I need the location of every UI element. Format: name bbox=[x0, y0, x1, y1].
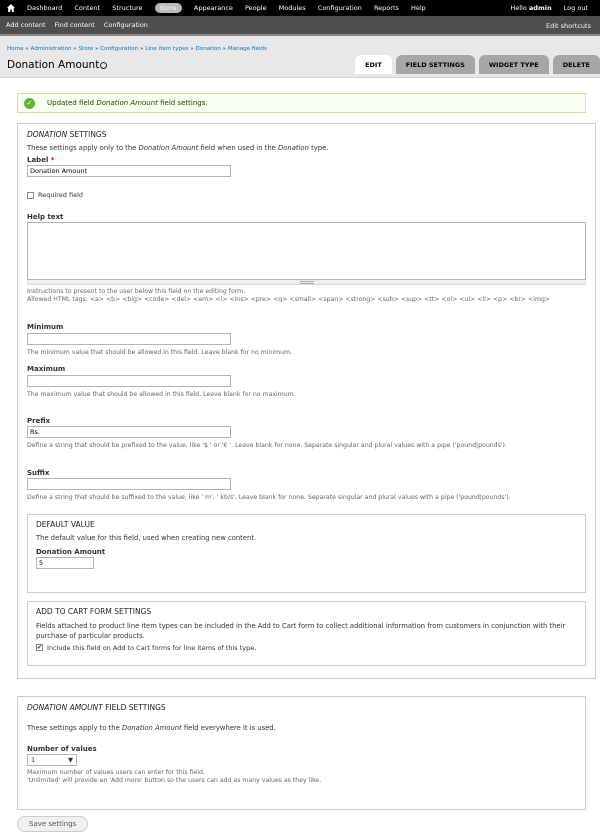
help-text-description: Instructions to present to the user below this field on the editing form. Allowed HTML tags: <a> <b> <big> <code> <del> <em> <i> <ins> <pre> <q> <small> <span> <strong> <sub> <sup> <tt> <ol> <ul> <li> <p> <br> <img> bbox=[27, 288, 551, 304]
shortcut-add-content[interactable]: Add content bbox=[6, 21, 46, 29]
toolbar-item-content[interactable]: Content bbox=[74, 4, 101, 12]
minimum-input[interactable] bbox=[27, 333, 231, 345]
breadcrumb-home[interactable]: Home bbox=[7, 46, 24, 52]
donation-settings-fieldset bbox=[17, 123, 596, 679]
add-to-cart-description: Fields attached to product line item types can be included in the Add to Cart form to collect additional information from customers in conjunction with their purchase of particular products. bbox=[36, 622, 566, 641]
shortcut-configuration[interactable]: Configuration bbox=[103, 21, 148, 29]
hello-text: Hello bbox=[510, 4, 527, 12]
default-value-description: The default value for this field, used when creating new content. bbox=[36, 534, 257, 543]
shortcuts-bar bbox=[0, 16, 600, 36]
user-link[interactable]: admin bbox=[528, 4, 552, 12]
toolbar-item-people[interactable]: People bbox=[244, 4, 267, 12]
gear-icon[interactable] bbox=[100, 62, 107, 69]
toolbar-item-help[interactable]: Help bbox=[410, 4, 426, 12]
number-of-values-label: Number of values bbox=[27, 745, 97, 753]
default-donation-amount-input[interactable] bbox=[36, 557, 94, 569]
primary-tabs bbox=[351, 55, 600, 74]
tab-edit[interactable]: EDIT bbox=[355, 55, 392, 74]
default-value-fieldset bbox=[27, 514, 586, 593]
home-icon[interactable] bbox=[4, 4, 18, 12]
tab-delete[interactable]: DELETE bbox=[553, 55, 600, 74]
breadcrumb-configuration[interactable]: Configuration bbox=[100, 46, 139, 52]
shortcut-find-content[interactable]: Find content bbox=[54, 21, 95, 29]
add-to-cart-fieldset bbox=[27, 601, 586, 666]
maximum-description: The maximum value that should be allowed in this field. Leave blank for no maximum. bbox=[27, 391, 296, 399]
message-text: Updated field Donation Amount field settings. bbox=[47, 99, 208, 107]
checkmark-icon: ✓ bbox=[24, 98, 35, 109]
add-to-cart-legend: ADD TO CART FORM SETTINGS bbox=[36, 607, 152, 617]
tab-widget-type[interactable]: WIDGET TYPE bbox=[479, 55, 549, 74]
prefix-description: Define a string that should be prefixed to the value, like '$ ' or '€ '. Leave blank for none. Separate singular and plural values with a pipe ('pound|pounds'). bbox=[27, 442, 507, 450]
default-donation-amount-label: Donation Amount bbox=[36, 548, 106, 557]
chevron-down-icon: ▼ bbox=[68, 756, 73, 764]
toolbar-item-structure[interactable]: Structure bbox=[112, 4, 143, 12]
help-text-label: Help text bbox=[27, 213, 64, 221]
add-to-cart-checkbox[interactable]: ✔ Include this field on Add to Cart forms for line items of this type. bbox=[37, 643, 257, 652]
required-checkbox-box[interactable] bbox=[27, 192, 34, 199]
label-field-label: Label * bbox=[27, 156, 55, 164]
toolbar-item-configuration[interactable]: Configuration bbox=[317, 4, 362, 12]
prefix-label: Prefix bbox=[27, 417, 51, 426]
main-content bbox=[0, 93, 600, 832]
toolbar-item-dashboard[interactable]: Dashboard bbox=[27, 4, 63, 12]
page-header bbox=[0, 36, 600, 78]
maximum-input[interactable] bbox=[27, 375, 231, 387]
suffix-input[interactable] bbox=[27, 478, 231, 490]
save-settings-button[interactable]: Save settings bbox=[17, 816, 88, 832]
suffix-description: Define a string that should be suffixed to the value, like ' m', ' kb/s'. Leave blank for none. Separate singular and plural values with a pipe ('pound|pounds'). bbox=[27, 493, 511, 501]
donation-settings-legend: DONATION SETTINGS bbox=[27, 130, 107, 139]
donation-settings-intro: These settings apply only to the Donation Amount field when used in the Donation type. bbox=[27, 144, 329, 152]
help-text-textarea[interactable] bbox=[27, 222, 586, 280]
toolbar-user bbox=[510, 4, 588, 12]
breadcrumb-manage-fields[interactable]: Manage fields bbox=[227, 46, 267, 52]
breadcrumb-line-item-types[interactable]: Line item types bbox=[145, 46, 189, 52]
toolbar-menu bbox=[22, 3, 431, 13]
textarea-resize-grip[interactable] bbox=[27, 280, 586, 285]
default-value-legend: DEFAULT VALUE bbox=[36, 520, 95, 530]
minimum-description: The minimum value that should be allowed in this field. Leave blank for no minimum. bbox=[27, 348, 293, 356]
required-field-checkbox[interactable]: Required field bbox=[27, 191, 586, 199]
field-settings-intro: These settings apply to the Donation Amount field everywhere it is used. bbox=[27, 724, 276, 732]
add-to-cart-checkbox-box[interactable]: ✔ bbox=[37, 644, 43, 652]
minimum-label: Minimum bbox=[27, 322, 64, 331]
suffix-label: Suffix bbox=[27, 468, 50, 477]
maximum-label: Maximum bbox=[27, 365, 66, 374]
breadcrumb-donation[interactable]: Donation bbox=[195, 46, 221, 52]
breadcrumb: Home » Administration » Store » Configuration » Line item types » Donation » Manage fields bbox=[7, 46, 267, 52]
field-settings-legend: DONATION AMOUNT FIELD SETTINGS bbox=[27, 703, 166, 712]
logout-link[interactable]: Log out bbox=[563, 4, 588, 12]
toolbar-item-store[interactable]: Store bbox=[155, 3, 182, 13]
label-input[interactable] bbox=[27, 165, 231, 177]
admin-toolbar bbox=[0, 0, 600, 16]
toolbar-item-reports[interactable]: Reports bbox=[373, 4, 399, 12]
page-title: Donation Amount bbox=[7, 59, 100, 71]
tab-field-settings[interactable]: FIELD SETTINGS bbox=[396, 55, 475, 74]
number-of-values-description: Maximum number of values users can enter for this field. 'Unlimited' will provide an 'Add more' button so the users can add as many values as they like. bbox=[27, 769, 322, 785]
edit-shortcuts-link[interactable]: Edit shortcuts bbox=[546, 22, 591, 30]
toolbar-item-modules[interactable]: Modules bbox=[278, 4, 306, 12]
breadcrumb-store[interactable]: Store bbox=[78, 46, 94, 52]
prefix-input[interactable] bbox=[27, 426, 231, 438]
toolbar-item-appearance[interactable]: Appearance bbox=[193, 4, 233, 12]
number-of-values-select[interactable]: 1 ▼ bbox=[27, 754, 77, 766]
field-settings-fieldset bbox=[17, 696, 586, 810]
status-message bbox=[17, 93, 586, 113]
breadcrumb-administration[interactable]: Administration bbox=[30, 46, 72, 52]
